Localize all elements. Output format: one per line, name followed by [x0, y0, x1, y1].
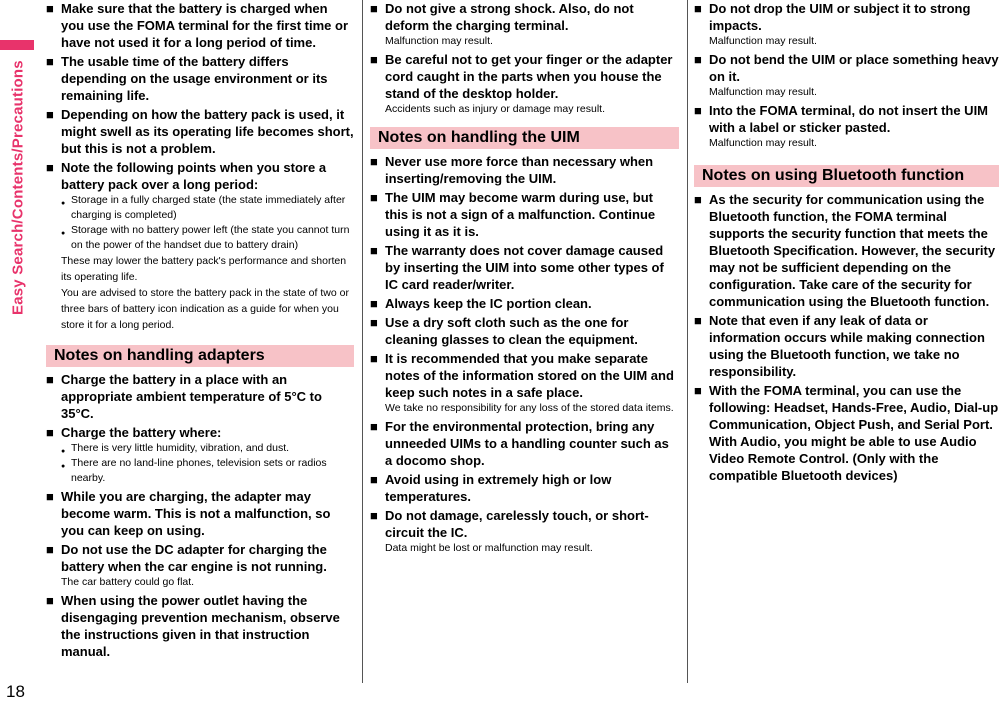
precaution-heading: Do not bend the UIM or place something heavy on it. [709, 52, 999, 84]
precaution-note: Accidents such as injury or damage may result. [385, 103, 606, 115]
precaution-item [46, 541, 354, 590]
precaution-heading: Charge the battery in a place with an appropriate ambient temperature of 5°C to 35°C. [61, 372, 322, 421]
precaution-heading: Avoid using in extremely high or low temperatures. [385, 472, 612, 504]
dot-icon: ● [61, 200, 66, 207]
precaution-heading: Note that even if any leak of data or information occurs while making connection using the Bluetooth function, we take no responsibility. [709, 313, 985, 379]
precaution-heading: Do not give a strong shock. Also, do not deform the charging terminal. [385, 1, 634, 33]
square-bullet-icon: ■ [694, 103, 702, 118]
precaution-heading: As the security for communication using the Bluetooth function, the FOMA terminal supports the security function that meets the Bluetooth Specification. However, the security may not be sufficient depending on the configuration. Take care of the security for communication using the Bluetooth function. [709, 192, 996, 309]
precaution-item [694, 51, 999, 100]
precaution-heading: Depending on how the battery pack is used, it might swell as its operating life becomes short, but this is not a problem. [61, 107, 354, 156]
bullet-point [61, 223, 354, 253]
precaution-heading: The usable time of the battery differs depending on the usage environment or its remaining life. [61, 54, 328, 103]
square-bullet-icon: ■ [46, 542, 54, 557]
precaution-item [46, 159, 354, 333]
section-heading: Notes on handling the UIM [370, 127, 679, 149]
precaution-heading: Be careful not to get your finger or the adapter cord caught in the parts when you house the stand of the desktop holder. [385, 52, 673, 101]
precaution-heading: Do not drop the UIM or subject it to strong impacts. [709, 1, 971, 33]
precaution-item [694, 312, 999, 380]
precaution-heading: Charge the battery where: [61, 425, 222, 440]
precaution-heading: With the FOMA terminal, you can use the following: Headset, Hands-Free, Audio, Dial-up Communication, Object Push, and Serial Port. With Audio, you might be able to use Audio Video Remote Control. (Only with the compatible Bluetooth devices) [709, 383, 999, 483]
square-bullet-icon: ■ [370, 1, 378, 16]
square-bullet-icon: ■ [370, 296, 378, 311]
precaution-item [370, 350, 679, 416]
section-heading: Notes on using Bluetooth function [694, 165, 999, 187]
dot-icon: ● [61, 463, 66, 470]
precaution-item [46, 106, 354, 157]
square-bullet-icon: ■ [46, 372, 54, 387]
bullet-text: Storage in a fully charged state (the state immediately after charging is completed) [71, 194, 346, 221]
square-bullet-icon: ■ [694, 1, 702, 16]
precaution-item [46, 53, 354, 104]
square-bullet-icon: ■ [46, 593, 54, 608]
square-bullet-icon: ■ [694, 52, 702, 67]
bullet-point [61, 441, 354, 456]
square-bullet-icon: ■ [370, 243, 378, 258]
precaution-item [370, 242, 679, 293]
precaution-item [46, 0, 354, 51]
precaution-note: Malfunction may result. [709, 86, 817, 98]
column-1 [46, 0, 354, 662]
square-bullet-icon: ■ [370, 190, 378, 205]
precaution-heading: Do not use the DC adapter for charging the battery when the car engine is not running. [61, 542, 327, 574]
precaution-item [46, 371, 354, 422]
precaution-heading: Use a dry soft cloth such as the one for cleaning glasses to clean the equipment. [385, 315, 638, 347]
paragraph: These may lower the battery pack's performance and shorten its operating life. [61, 255, 347, 283]
precaution-item [694, 0, 999, 49]
bullet-point [61, 193, 354, 223]
precaution-item [694, 191, 999, 310]
precaution-note: Data might be lost or malfunction may result. [385, 542, 593, 554]
square-bullet-icon: ■ [694, 383, 702, 398]
precaution-note: Malfunction may result. [709, 35, 817, 47]
precaution-item [46, 488, 354, 539]
precaution-heading: The warranty does not cover damage caused by inserting the UIM into some other types of IC card reader/writer. [385, 243, 664, 292]
precaution-heading: Always keep the IC portion clean. [385, 296, 592, 311]
precaution-heading: It is recommended that you make separate notes of the information stored on the UIM and keep such notes in a safe place. [385, 351, 674, 400]
page-number: 18 [6, 682, 25, 701]
bullet-text: Storage with no battery power left (the state you cannot turn on the power of the handset due to battery drain) [71, 224, 350, 251]
column-divider [687, 0, 688, 683]
precaution-item [694, 102, 999, 151]
precaution-heading: Do not damage, carelessly touch, or short-circuit the IC. [385, 508, 649, 540]
bullet-text: There are no land-line phones, television sets or radios nearby. [71, 457, 327, 484]
precaution-item [370, 153, 679, 187]
square-bullet-icon: ■ [46, 54, 54, 69]
square-bullet-icon: ■ [370, 419, 378, 434]
precaution-item [46, 424, 354, 486]
precaution-heading: Note the following points when you store a battery pack over a long period: [61, 160, 327, 192]
precaution-heading: Never use more force than necessary when inserting/removing the UIM. [385, 154, 654, 186]
precaution-note: Malfunction may result. [385, 35, 493, 47]
square-bullet-icon: ■ [370, 315, 378, 330]
bullet-point [61, 456, 354, 486]
column-2 [370, 0, 679, 558]
column-3 [694, 0, 999, 486]
precaution-note: The car battery could go flat. [61, 576, 195, 588]
dot-icon: ● [61, 230, 66, 237]
side-tab-marker [0, 40, 34, 50]
square-bullet-icon: ■ [370, 154, 378, 169]
side-tab [0, 0, 36, 701]
precaution-item [370, 418, 679, 469]
square-bullet-icon: ■ [46, 160, 54, 175]
side-tab-label[interactable]: Easy Search/Contents/Precautions [9, 60, 27, 315]
square-bullet-icon: ■ [46, 107, 54, 122]
precaution-note: We take no responsibility for any loss of the stored data items. [385, 402, 674, 414]
square-bullet-icon: ■ [694, 313, 702, 328]
precaution-heading: For the environmental protection, bring any unneeded UIMs to a handling counter such as a docomo shop. [385, 419, 669, 468]
section-heading: Notes on handling adapters [46, 345, 354, 367]
precaution-item [370, 295, 679, 312]
precaution-item [370, 314, 679, 348]
square-bullet-icon: ■ [370, 52, 378, 67]
precaution-item [370, 471, 679, 505]
precaution-item [370, 0, 679, 49]
square-bullet-icon: ■ [46, 489, 54, 504]
column-divider [362, 0, 363, 683]
precaution-item [694, 382, 999, 484]
square-bullet-icon: ■ [46, 425, 54, 440]
paragraph: You are advised to store the battery pack in the state of two or three bars of battery icon indication as a guide for when you store it for a long period. [61, 287, 349, 331]
precaution-heading: The UIM may become warm during use, but this is not a sign of a malfunction. Continue using it as it is. [385, 190, 656, 239]
precaution-heading: Make sure that the battery is charged when you use the FOMA terminal for the first time or have not used it for a long period of time. [61, 1, 348, 50]
precaution-note: Malfunction may result. [709, 137, 817, 149]
precaution-item [370, 51, 679, 117]
precaution-heading: Into the FOMA terminal, do not insert the UIM with a label or sticker pasted. [709, 103, 989, 135]
precaution-heading: While you are charging, the adapter may become warm. This is not a malfunction, so you can keep on using. [61, 489, 331, 538]
square-bullet-icon: ■ [370, 472, 378, 487]
precaution-heading: When using the power outlet having the disengaging prevention mechanism, observe the instructions given in that instruction manual. [61, 593, 340, 659]
dot-icon: ● [61, 448, 66, 455]
square-bullet-icon: ■ [370, 508, 378, 523]
precaution-item [370, 507, 679, 556]
square-bullet-icon: ■ [370, 351, 378, 366]
precaution-item [46, 592, 354, 660]
square-bullet-icon: ■ [46, 1, 54, 16]
square-bullet-icon: ■ [694, 192, 702, 207]
bullet-text: There is very little humidity, vibration, and dust. [71, 442, 290, 454]
precaution-item [370, 189, 679, 240]
